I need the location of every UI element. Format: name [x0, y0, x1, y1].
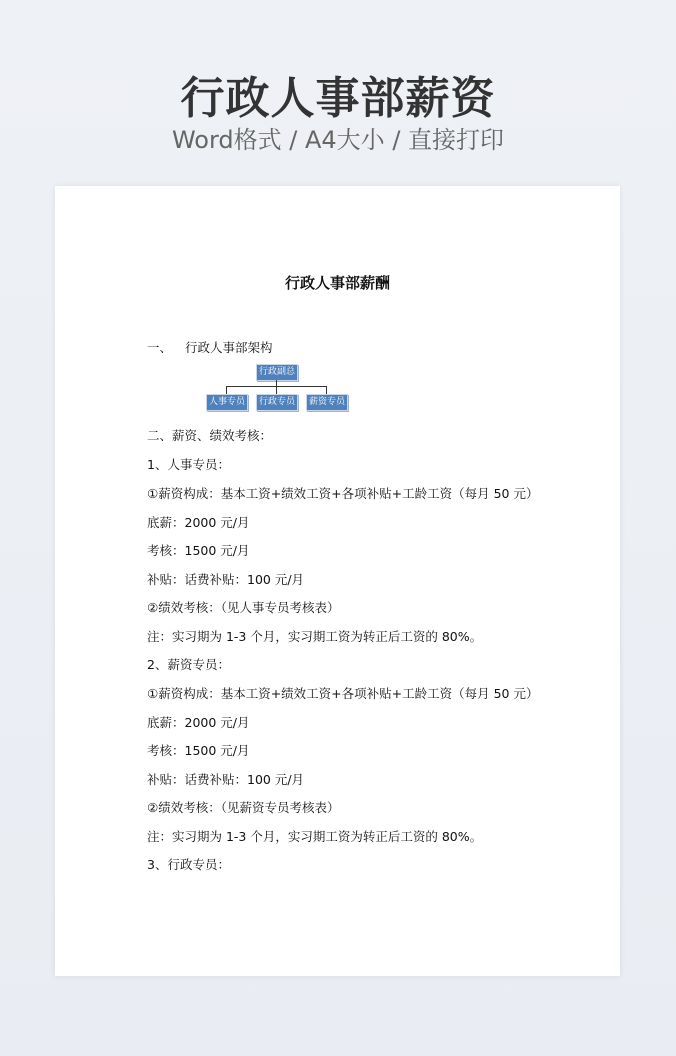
assessment-pay: 考核：1500 元/月 [147, 543, 250, 558]
salary-composition: ①薪资构成：基本工资+绩效工资+各项补贴+工龄工资（每月 50 元） [147, 486, 539, 501]
org-child-node: 行政专员 [256, 394, 298, 411]
org-connector [326, 386, 327, 394]
org-connector [226, 386, 227, 394]
assessment-pay: 考核：1500 元/月 [147, 743, 250, 758]
section-two-heading: 二、薪资、绩效考核： [147, 428, 273, 443]
performance-review: ②绩效考核：（见人事专员考核表） [147, 600, 340, 615]
section-one-number: 一、 [147, 340, 173, 355]
salary-composition: ①薪资构成：基本工资+绩效工资+各项补贴+工龄工资（每月 50 元） [147, 686, 539, 701]
probation-note: 注：实习期为 1-3 个月，实习期工资为转正后工资的 80%。 [147, 629, 483, 644]
section-one-label: 行政人事部架构 [185, 340, 273, 355]
role-heading-admin: 3、行政专员： [147, 857, 230, 872]
org-child-node: 人事专员 [206, 394, 248, 411]
org-chart [206, 364, 350, 416]
org-root-node: 行政副总 [256, 364, 298, 381]
org-connector [276, 386, 277, 394]
document-title: 行政人事部薪酬 [284, 274, 390, 292]
document-page [55, 186, 620, 976]
base-salary: 底薪：2000 元/月 [147, 715, 250, 730]
probation-note: 注：实习期为 1-3 个月，实习期工资为转正后工资的 80%。 [147, 829, 483, 844]
org-child-node: 薪资专员 [306, 394, 348, 411]
banner-subtitle: Word格式 / A4大小 / 直接打印 [171, 126, 505, 154]
allowance: 补贴：话费补贴：100 元/月 [147, 772, 305, 787]
banner-title: 行政人事部薪资 [180, 73, 496, 124]
role-heading-hr: 1、人事专员： [147, 457, 230, 472]
performance-review: ②绩效考核：（见薪资专员考核表） [147, 800, 340, 815]
allowance: 补贴：话费补贴：100 元/月 [147, 572, 305, 587]
base-salary: 底薪：2000 元/月 [147, 515, 250, 530]
role-heading-payroll: 2、薪资专员： [147, 657, 230, 672]
section-one-heading [147, 338, 273, 356]
